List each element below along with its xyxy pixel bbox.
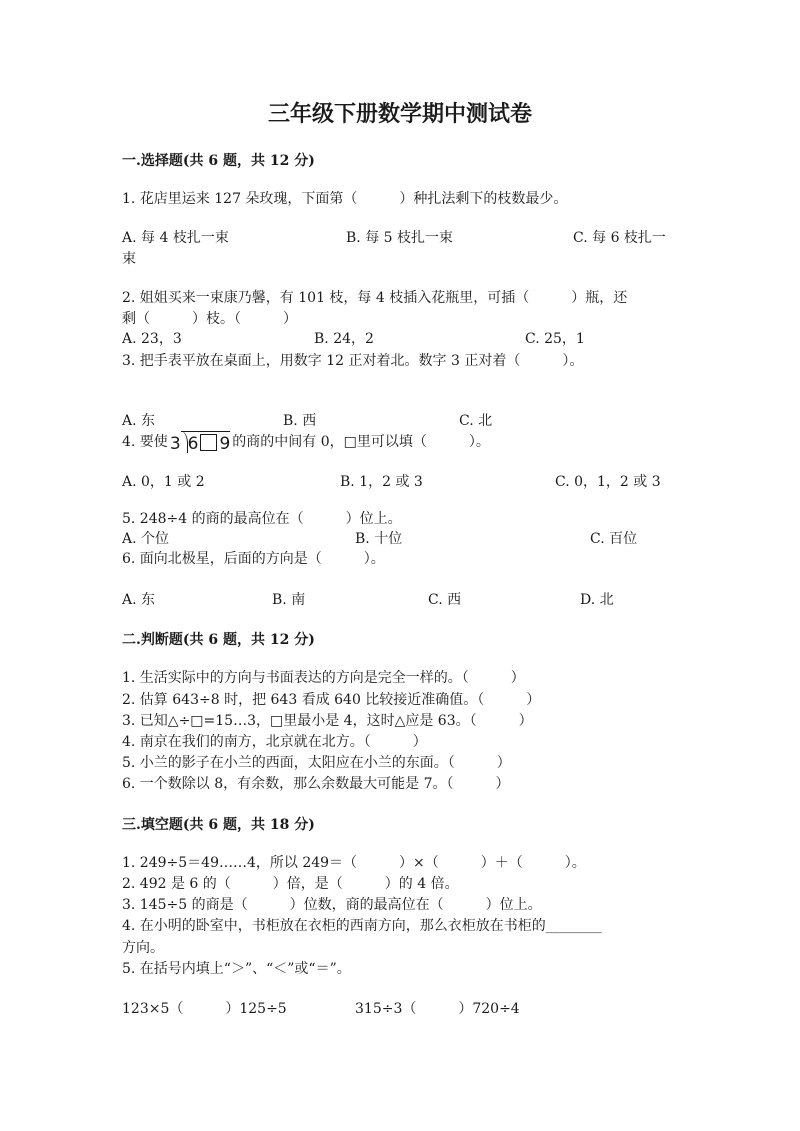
judge-item-6: 6. 一个数除以 8，有余数，那么余数最大可能是 7。（ ） [122, 776, 510, 792]
judge-item-3: 3. 已知△÷□=15…3，□里最小是 4，这时△应是 63。（ ） [122, 713, 533, 729]
compare-expression-1: 123×5（ ）125÷5 [122, 1001, 287, 1017]
q1-option-a: A. 每 4 枝扎一束 [122, 230, 229, 246]
divisor: 3 [169, 434, 181, 454]
section-heading-judge: 二.判断题(共 6 题，共 12 分) [122, 632, 315, 648]
q5-option-c: C. 百位 [590, 531, 638, 547]
long-division-expression [170, 430, 230, 454]
q3-option-b: B. 西 [283, 413, 317, 429]
question-2-line1: 2. 姐姐买来一束康乃馨，有 101 枝，每 4 枝插入花瓶里，可插（ ）瓶，还 [122, 290, 628, 306]
q4-option-c: C. 0，1，2 或 3 [555, 474, 661, 490]
dividend-digit-1: 6 [187, 434, 199, 454]
blank-box [200, 434, 217, 451]
q5-option-b: B. 十位 [355, 531, 403, 547]
judge-item-5: 5. 小兰的影子在小兰的西面，太阳应在小兰的东面。（ ） [122, 755, 511, 771]
q1-option-c-continued: 束 [122, 251, 136, 267]
judge-item-1: 1. 生活实际中的方向与书面表达的方向是完全一样的。（ ） [122, 670, 525, 686]
section-heading-choice: 一.选择题(共 6 题，共 12 分) [122, 153, 315, 169]
fill-item-4-continued: 方向。 [122, 940, 164, 956]
question-4-prefix: 4. 要使 [122, 434, 168, 450]
q1-option-b: B. 每 5 枝扎一束 [346, 230, 453, 246]
q2-option-b: B. 24，2 [314, 331, 374, 347]
q2-option-a: A. 23，3 [122, 331, 182, 347]
judge-item-2: 2. 估算 643÷8 时，把 643 看成 640 比较接近准确值。（ ） [122, 692, 541, 708]
question-1: 1. 花店里运来 127 朵玫瑰，下面第（ ）种扎法剩下的枝数最少。 [122, 191, 568, 207]
question-6: 6. 面向北极星，后面的方向是（ ）。 [122, 551, 385, 567]
q3-option-a: A. 东 [122, 413, 156, 429]
page-title: 三年级下册数学期中测试卷 [267, 101, 532, 127]
judge-item-4: 4. 南京在我们的南方，北京就在北方。（ ） [122, 734, 427, 750]
q1-option-c: C. 每 6 枝扎一 [573, 230, 666, 246]
q3-option-c: C. 北 [459, 413, 493, 429]
q5-option-a: A. 个位 [122, 531, 170, 547]
question-2-line2: 剩（ ）枝。（ ） [122, 311, 297, 327]
section-heading-fill: 三.填空题(共 6 题，共 18 分) [122, 817, 315, 833]
q4-option-a: A. 0，1 或 2 [122, 474, 205, 490]
q4-option-b: B. 1，2 或 3 [340, 474, 423, 490]
q2-option-c: C. 25，1 [525, 331, 585, 347]
division-bracket [181, 431, 231, 454]
question-4 [122, 433, 490, 454]
compare-expression-2: 315÷3（ ）720÷4 [355, 1001, 520, 1017]
q6-option-a: A. 东 [122, 592, 156, 608]
q6-option-d: D. 北 [580, 592, 614, 608]
fill-item-3: 3. 145÷5 的商是（ ）位数，商的最高位在（ ）位上。 [122, 897, 542, 913]
fill-item-2: 2. 492 是 6 的（ ）倍，是（ ）的 4 倍。 [122, 876, 459, 892]
dividend-digit-3: 9 [219, 434, 231, 454]
fill-item-1: 1. 249÷5＝49……4，所以 249＝（ ）×（ ）＋（ ）。 [122, 855, 586, 871]
question-5: 5. 248÷4 的商的最高位在（ ）位上。 [122, 511, 402, 527]
q6-option-b: B. 南 [272, 592, 306, 608]
fill-item-4: 4. 在小明的卧室中，书柜放在衣柜的西南方向，那么衣柜放在书柜的________ [122, 918, 602, 934]
q6-option-c: C. 西 [428, 592, 462, 608]
question-4-suffix: 的商的中间有 0，□里可以填（ ）。 [232, 434, 490, 450]
fill-item-5: 5. 在括号内填上“＞”、“＜”或“＝”。 [122, 961, 351, 977]
question-3: 3. 把手表平放在桌面上，用数字 12 正对着北。数字 3 正对着（ ）。 [122, 353, 584, 369]
